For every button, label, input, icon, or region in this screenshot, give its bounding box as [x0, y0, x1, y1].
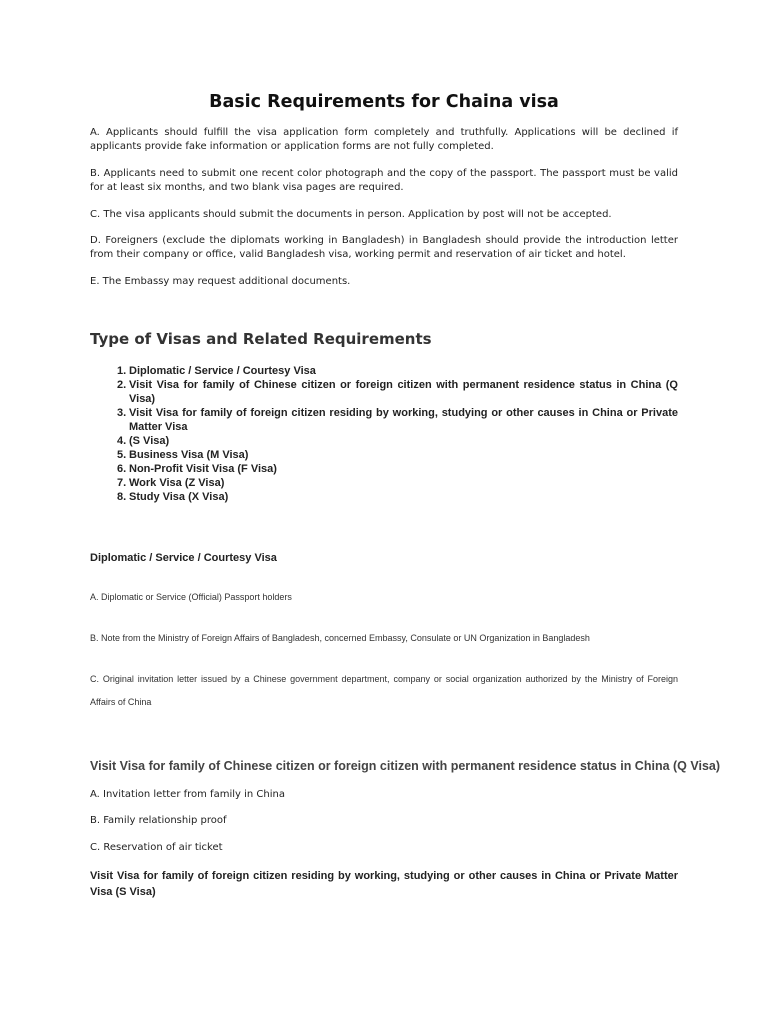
list-number: 4. [117, 435, 127, 447]
list-number: 5. [117, 449, 127, 461]
list-number: 3. [117, 407, 127, 419]
requirement-e: E. The Embassy may request additional documents. [90, 276, 351, 287]
list-item [90, 476, 678, 490]
visa-types-heading: Type of Visas and Related Requirements [90, 330, 432, 348]
diplomatic-item-c: C. Original invitation letter issued by a Chinese government department, company or social organization authorized by the Ministry of Foreign Affairs of China [90, 674, 678, 707]
list-item [90, 378, 678, 406]
list-text: Work Visa (Z Visa) [129, 477, 225, 489]
q-visa-item-a: A. Invitation letter from family in China [90, 789, 285, 800]
diplomatic-visa-heading: Diplomatic / Service / Courtesy Visa [90, 552, 277, 564]
diplomatic-item-b: B. Note from the Ministry of Foreign Affairs of Bangladesh, concerned Embassy, Consulate or UN Organization in Bangladesh [90, 633, 590, 643]
requirement-b: B. Applicants need to submit one recent color photograph and the copy of the passport. The passport must be valid for at least six months, and two blank visa pages are required. [90, 168, 678, 193]
list-text: Business Visa (M Visa) [129, 449, 249, 461]
list-text: Visit Visa for family of foreign citizen residing by working, studying or other causes in China or Private Matter Visa [129, 407, 678, 433]
list-item [90, 434, 678, 448]
list-item [90, 448, 678, 462]
diplomatic-item-a: A. Diplomatic or Service (Official) Passport holders [90, 592, 292, 602]
list-text: Visit Visa for family of Chinese citizen or foreign citizen with permanent residence status in China (Q Visa) [129, 379, 678, 405]
page-title: Basic Requirements for Chaina visa [209, 92, 559, 112]
list-number: 8. [117, 491, 127, 503]
q-visa-item-c: C. Reservation of air ticket [90, 842, 223, 853]
list-item [90, 364, 678, 378]
list-number: 6. [117, 463, 127, 475]
list-item [90, 406, 678, 434]
list-item [90, 462, 678, 476]
requirement-a: A. Applicants should fulfill the visa application form completely and truthfully. Applications will be declined if applicants provide fake information or application forms are not fully completed. [90, 127, 678, 152]
list-text: Non-Profit Visit Visa (F Visa) [129, 463, 277, 475]
list-number: 2. [117, 379, 127, 391]
requirement-d: D. Foreigners (exclude the diplomats working in Bangladesh) in Bangladesh should provide the introduction letter from their company or office, valid Bangladesh visa, working permit and reservation of air ticket and hotel. [90, 235, 678, 260]
list-number: 1. [117, 365, 127, 377]
list-text: (S Visa) [129, 435, 170, 447]
s-visa-heading: Visit Visa for family of foreign citizen residing by working, studying or other causes in China or Private Matter Visa (S Visa) [90, 870, 678, 898]
q-visa-heading: Visit Visa for family of Chinese citizen or foreign citizen with permanent residence status in China (Q Visa) [90, 759, 721, 773]
list-item [90, 490, 678, 504]
list-text: Study Visa (X Visa) [129, 491, 229, 503]
list-number: 7. [117, 477, 127, 489]
list-text: Diplomatic / Service / Courtesy Visa [129, 365, 316, 377]
visa-types-list [90, 364, 678, 504]
q-visa-item-b: B. Family relationship proof [90, 815, 227, 826]
requirement-c: C. The visa applicants should submit the documents in person. Application by post will not be accepted. [90, 209, 612, 220]
